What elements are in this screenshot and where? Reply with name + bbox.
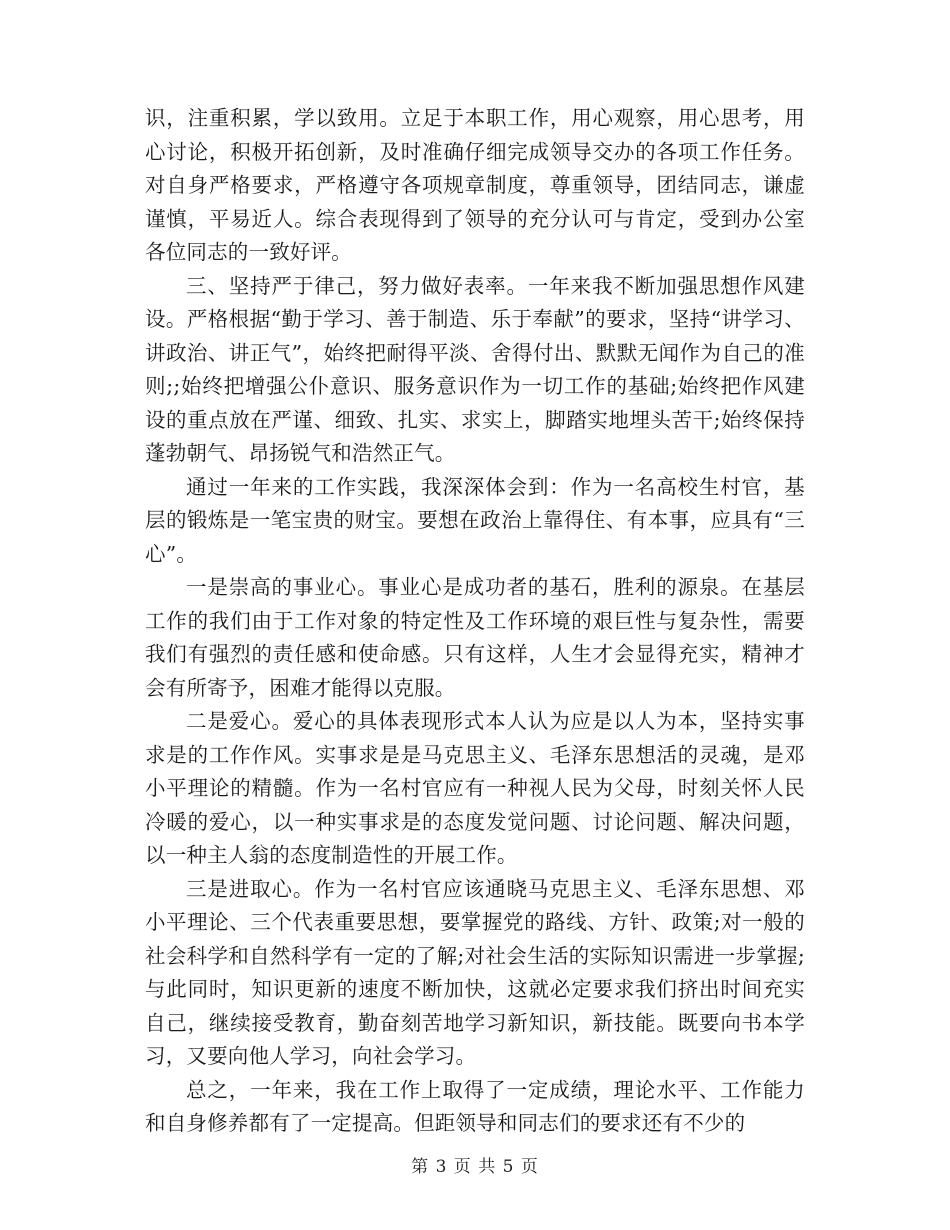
paragraph-4: 一是崇高的事业心。事业心是成功者的基石，胜利的源泉。在基层工作的我们由于工作对象的特定性及工作环境的艰巨性与复杂性，需要我们有强烈的责任感和使命感。只有这样，人生才会显得充实，精神才会有所寄予，困难才能得以克服。 — [145, 575, 805, 700]
document-body — [145, 102, 805, 1141]
paragraph-6: 三是进取心。作为一名村官应该通晓马克思主义、毛泽东思想、邓小平理论、三个代表重要思想，要掌握党的路线、方针、政策;对一般的社会科学和自然科学有一定的了解;对社会生活的实际知识需进一步掌握;与此同时，知识更新的速度不断加快，这就必定要求我们挤出时间充实自己，继续接受教育，勤奋刻苦地学习新知识，新技能。既要向书本学习，又要向他人学习，向社会学习。 — [145, 876, 805, 1068]
paragraph-5: 二是爱心。爱心的具体表现形式本人认为应是以人为本，坚持实事求是的工作作风。实事求是是马克思主义、毛泽东思想活的灵魂，是邓小平理论的精髓。作为一名村官应有一种视人民为父母，时刻关怀人民冷暖的爱心，以一种实事求是的态度发觉问题、讨论问题、解决问题，以一种主人翁的态度制造性的开展工作。 — [145, 709, 805, 867]
paragraph-7: 总之，一年来，我在工作上取得了一定成绩，理论水平、工作能力和自身修养都有了一定提高。但距领导和同志们的要求还有不少的 — [145, 1077, 805, 1135]
paragraph-1: 识，注重积累，学以致用。立足于本职工作，用心观察，用心思考，用心讨论，积极开拓创新，及时准确仔细完成领导交办的各项工作任务。对自身严格要求，严格遵守各项规章制度，尊重领导，团结同志，谦虚谨慎，平易近人。综合表现得到了领导的充分认可与肯定，受到办公室各位同志的一致好评。 — [145, 106, 805, 264]
paragraph-2: 三、坚持严于律己，努力做好表率。一年来我不断加强思想作风建设。严格根据“勤于学习、善于制造、乐于奉献”的要求，坚持“讲学习、讲政治、讲正气”，始终把耐得平淡、舍得付出、默默无闻作为自己的准则;;始终把增强公仆意识、服务意识作为一切工作的基础;始终把作风建设的重点放在严谨、细致、扎实、求实上，脚踏实地埋头苦干;始终保持蓬勃朝气、昂扬锐气和浩然正气。 — [145, 273, 805, 465]
paragraph-3: 通过一年来的工作实践，我深深体会到：作为一名高校生村官，基层的锻炼是一笔宝贵的财宝。要想在政治上靠得住、有本事，应具有“三心”。 — [145, 474, 805, 566]
page-number-footer: 第 3 页 共 5 页 — [411, 1157, 539, 1177]
